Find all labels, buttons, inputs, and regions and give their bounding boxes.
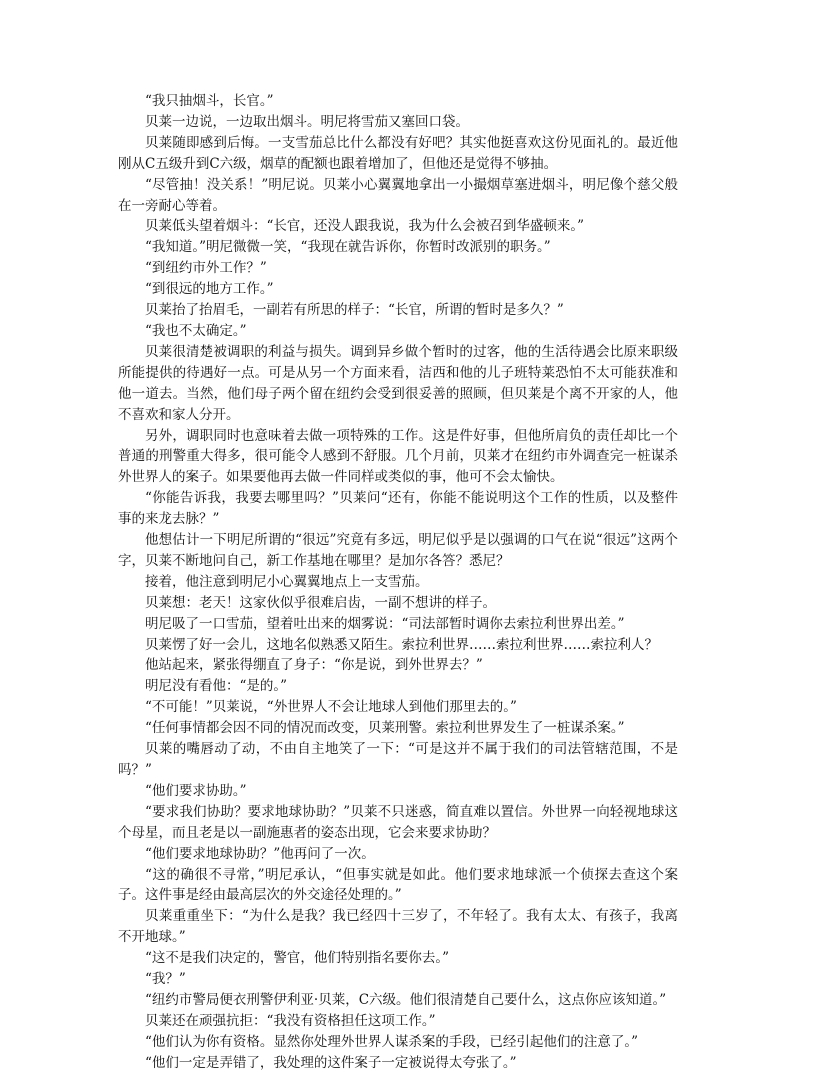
paragraph: “他们要求协助。” bbox=[145, 782, 247, 799]
paragraph: 明尼吸了一口雪茄，望着吐出来的烟雾说：“司法部暂时调你去索拉利世界出差。” bbox=[145, 615, 625, 632]
paragraph: “你能告诉我，我要去哪里吗？”贝莱问“还有，你能不能说明这个工作的性质，以及整件事的来龙去脉？” bbox=[118, 490, 678, 528]
paragraph: “他们要求地球协助？”他再问了一次。 bbox=[145, 845, 375, 862]
paragraph: 贝莱很清楚被调职的利益与损失。调到异乡做个暂时的过客，他的生活待遇会比原来职级所能提供的待遇好一点。可是从另一个方面来看，洁西和他的儿子班特莱恐怕不太可能获准和他一道去。当然，他们母子两个留在纽约会受到很妥善的照顾，但贝莱是个离不开家的人，他不喜欢和家人分开。 bbox=[118, 343, 678, 423]
paragraph: “到纽约市外工作？” bbox=[145, 260, 267, 277]
paragraph: “不可能！”贝莱说，“外世界人不会让地球人到他们那里去的。” bbox=[145, 699, 517, 716]
paragraph: 贝莱还在顽强抗拒：“我没有资格担任这项工作。” bbox=[145, 1012, 436, 1029]
paragraph: 贝莱愣了好一会儿，这地名似熟悉又陌生。索拉利世界……索拉利世界……索拉利人？ bbox=[145, 636, 658, 653]
paragraph: “这不是我们决定的，警官，他们特别指名要你去。” bbox=[145, 950, 450, 967]
paragraph: 贝莱低头望着烟斗：“长官，还没人跟我说，我为什么会被召到华盛顿来。” bbox=[145, 218, 585, 235]
paragraph: 贝莱的嘴唇动了动，不由自主地笑了一下：“可是这并不属于我们的司法管辖范围，不是吗？” bbox=[118, 741, 678, 778]
paragraph: “到很远的地方工作。” bbox=[145, 281, 274, 298]
paragraph: “我只抽烟斗，长官。” bbox=[145, 93, 274, 109]
paragraph: “我也不太确定。” bbox=[145, 322, 247, 339]
paragraph: 贝莱随即感到后悔。一支雪茄总比什么都没有好吧？其实他挺喜欢这份见面礼的。最近他刚从C五级升到C六级，烟草的配额也跟着增加了，但他还是觉得不够抽。 bbox=[118, 134, 678, 172]
paragraph: 贝莱重重坐下：“为什么是我？我已经四十三岁了，不年轻了。我有太太、有孩子，我离不开地球。” bbox=[118, 908, 678, 946]
paragraph: “他们认为你有资格。显然你处理外世界人谋杀案的手段，已经引起他们的注意了。” bbox=[145, 1033, 639, 1050]
paragraph: “我？” bbox=[145, 971, 186, 988]
paragraph: “任何事情都会因不同的情况而改变，贝莱刑警。索拉利世界发生了一桩谋杀案。” bbox=[145, 720, 625, 737]
paragraph: 另外，调职同时也意味着去做一项特殊的工作。这是件好事，但他所肩负的责任却比一个普通的刑警重大得多，很可能令人感到不舒服。几个月前，贝莱才在纽约市外调查完一桩谋杀外世界人的案子。如果要他再去做一件同样或类似的事，他可不会太愉快。 bbox=[118, 427, 678, 486]
paragraph: “要求我们协助？要求地球协助？”贝莱不只迷惑，简直难以置信。外世界一向轻视地球这个母星，而且老是以一副施惠者的姿态出现，它会来要求协助？ bbox=[118, 803, 678, 841]
paragraph: “他们一定是弄错了，我处理的这件案子一定被说得太夸张了。” bbox=[145, 1054, 517, 1071]
paragraph: 贝莱抬了抬眉毛，一副若有所思的样子：“长官，所谓的暂时是多久？” bbox=[145, 302, 564, 319]
paragraph: 他站起来，紧张得绷直了身子：“你是说，到外世界去？” bbox=[145, 657, 483, 674]
paragraph: 明尼没有看他：“是的。” bbox=[145, 678, 288, 695]
paragraph: 贝莱想：老天！这家伙似乎很难启齿，一副不想讲的样子。 bbox=[145, 594, 496, 611]
paragraph: 接着，他注意到明尼小心翼翼地点上一支雪茄。 bbox=[145, 573, 429, 590]
paragraph: 他想估计一下明尼所谓的“很远”究竟有多远，明尼似乎是以强调的口气在说“很远”这两个字，贝莱不断地问自己，新工作基地在哪里？是加尔各答？悉尼？ bbox=[118, 532, 678, 569]
paragraph: 贝莱一边说，一边取出烟斗。明尼将雪茄又塞回口袋。 bbox=[145, 113, 469, 130]
paragraph: “纽约市警局便衣刑警伊利亚·贝莱，C六级。他们很清楚自己要什么，这点你应该知道。” bbox=[145, 991, 667, 1008]
document-page bbox=[118, 91, 678, 1074]
paragraph: “这的确很不寻常，”明尼承认，“但事实就是如此。他们要求地球派一个侦探去查这个案子。这件事是经由最高层次的外交途径处理的。” bbox=[118, 866, 678, 904]
paragraph: “我知道。”明尼微微一笑，“我现在就告诉你，你暂时改派别的职务。” bbox=[145, 239, 551, 256]
paragraph: “尽管抽！没关系！”明尼说。贝莱小心翼翼地拿出一小撮烟草塞进烟斗，明尼像个慈父般在一旁耐心等着。 bbox=[118, 176, 678, 214]
